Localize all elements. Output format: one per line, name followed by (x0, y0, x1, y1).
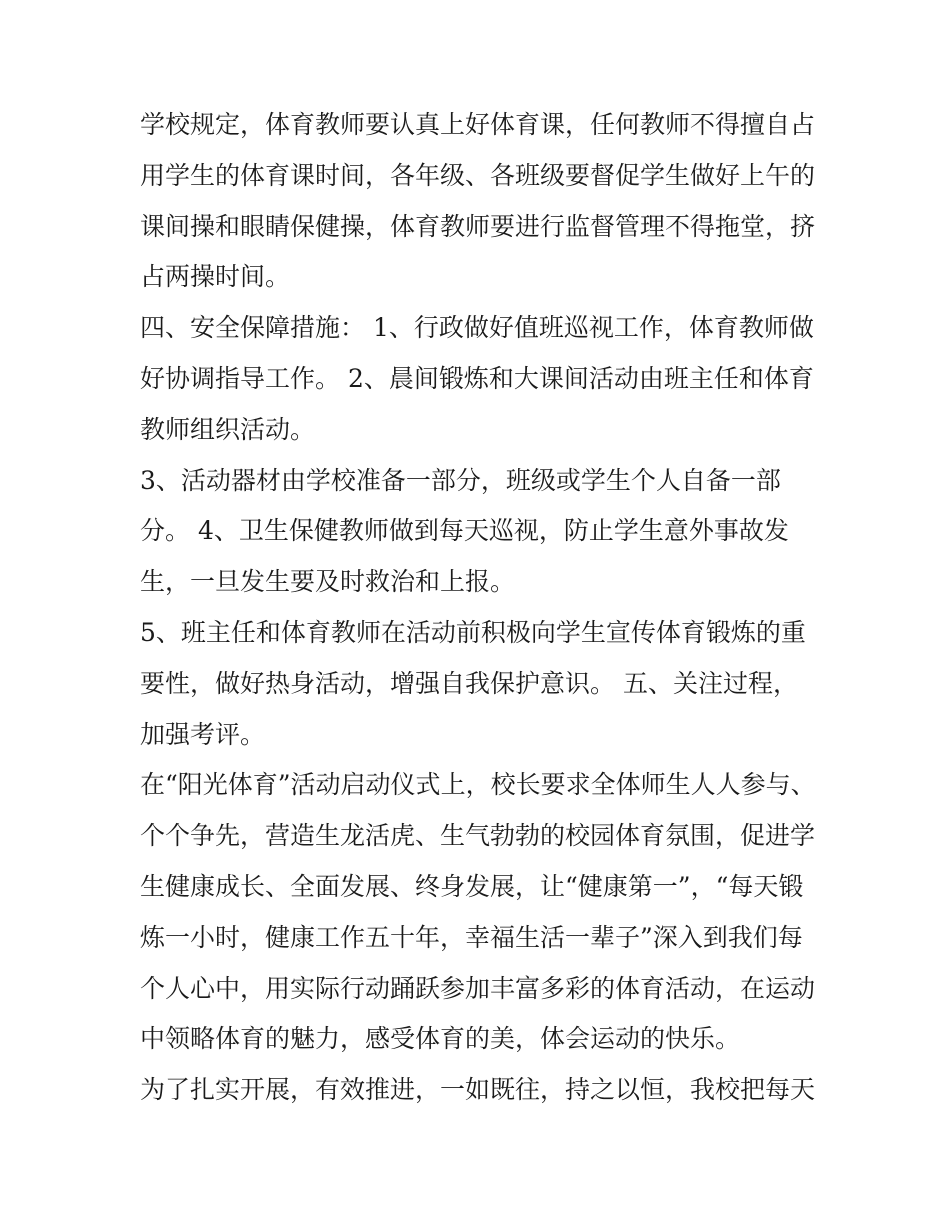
text-line: 分。 4、卫生保健教师做到每天巡视，防止学生意外事故发 (140, 516, 789, 546)
text-line: 好协调指导工作。 2、晨间锻炼和大课间活动由班主任和体育 (140, 363, 814, 393)
text-line: 个人心中，用实际行动踊跃参加丰富多彩的体育活动，在运动 (140, 973, 816, 1003)
text-line: 炼一小时，健康工作五十年，幸福生活一辈子”深入到我们每 (140, 922, 803, 952)
text-line: 加强考评。 (140, 719, 266, 749)
text-line: 为了扎实开展，有效推进，一如既往，持之以恒，我校把每天 (140, 1075, 816, 1105)
text-line: 要性，做好热身活动，增强自我保护意识。 五、关注过程， (140, 668, 798, 698)
text-line: 个个争先，营造生龙活虎、生气勃勃的校园体育氛围，促进学 (140, 821, 816, 851)
text-line: 中领略体育的魅力，感受体育的美，体会运动的快乐。 (140, 1024, 741, 1054)
text-line: 四、安全保障措施： 1、行政做好值班巡视工作，体育教师做 (140, 313, 814, 343)
text-line: 生，一旦发生要及时救治和上报。 (140, 567, 516, 597)
text-line: 用学生的体育课时间，各年级、各班级要督促学生做好上午的 (140, 160, 816, 190)
text-line: 3、活动器材由学校准备一部分，班级或学生个人自备一部 (140, 465, 781, 495)
text-line: 教师组织活动。 (140, 414, 316, 444)
text-line: 学校规定，体育教师要认真上好体育课，任何教师不得擅自占 (140, 110, 816, 139)
document-body (140, 100, 820, 1116)
text-line: 课间操和眼睛保健操，体育教师要进行监督管理不得拖堂，挤 (140, 211, 816, 241)
text-line: 生健康成长、全面发展、终身发展，让“健康第一”，“每天锻 (140, 871, 804, 901)
text-line: 在“阳光体育”活动启动仪式上，校长要求全体师生人人参与、 (140, 770, 816, 800)
text-line: 5、班主任和体育教师在活动前积极向学生宣传体育锻炼的重 (140, 617, 806, 647)
text-line: 占两操时间。 (140, 262, 291, 292)
